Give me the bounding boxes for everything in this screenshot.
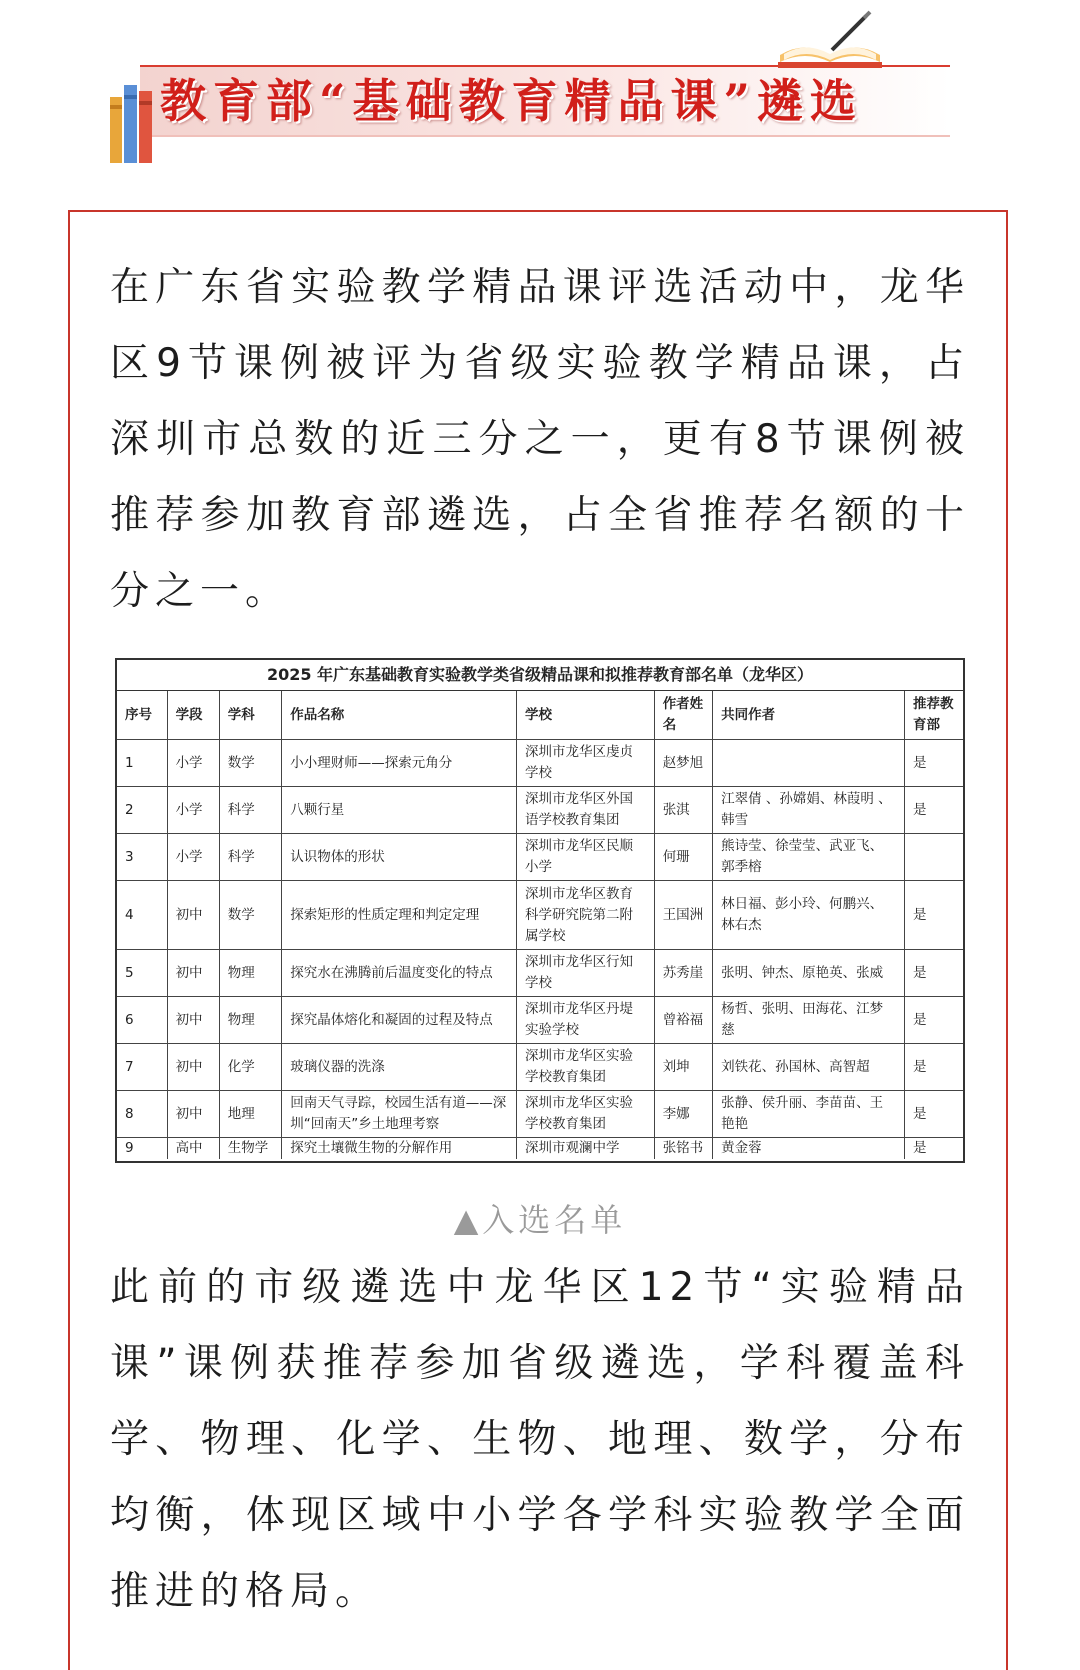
cell-work: 认识物体的形状 <box>282 834 517 881</box>
cell-coauthors: 张明、钟杰、原艳英、张威 <box>713 950 905 997</box>
cell-recommend: 是 <box>905 787 963 834</box>
col-header-stage: 学段 <box>167 691 219 740</box>
cell-stage: 初中 <box>167 950 219 997</box>
cell-recommend: 是 <box>905 881 963 950</box>
cell-work: 探究水在沸腾前后温度变化的特点 <box>282 950 517 997</box>
col-header-author: 作者姓名 <box>654 691 712 740</box>
cell-author: 刘坤 <box>654 1044 712 1091</box>
cell-seq: 1 <box>117 740 167 787</box>
cell-school: 深圳市龙华区民顺小学 <box>517 834 655 881</box>
cell-seq: 2 <box>117 787 167 834</box>
cell-work: 玻璃仪器的洗涤 <box>282 1044 517 1091</box>
cell-coauthors: 黄金蓉 <box>713 1138 905 1160</box>
cell-seq: 6 <box>117 997 167 1044</box>
cell-school: 深圳市龙华区实验学校教育集团 <box>517 1044 655 1091</box>
cell-seq: 5 <box>117 950 167 997</box>
cell-coauthors: 江翠倩 、孙嫦娟、林葭明 、韩雪 <box>713 787 905 834</box>
cell-subject: 物理 <box>219 997 282 1044</box>
cell-work: 探究晶体熔化和凝固的过程及特点 <box>282 997 517 1044</box>
cell-stage: 初中 <box>167 1091 219 1138</box>
cell-stage: 初中 <box>167 1044 219 1091</box>
cell-coauthors: 杨哲、张明、田海花、江梦慈 <box>713 997 905 1044</box>
cell-seq: 7 <box>117 1044 167 1091</box>
cell-coauthors: 熊诗莹、徐莹莹、武亚飞、郭季榕 <box>713 834 905 881</box>
cell-subject: 物理 <box>219 950 282 997</box>
cell-author: 曾裕福 <box>654 997 712 1044</box>
cell-seq: 8 <box>117 1091 167 1138</box>
cell-recommend: 是 <box>905 1044 963 1091</box>
followup-paragraph: 此前的市级遴选中龙华区12节“实验精品课”课例获推荐参加省级遴选，学科覆盖科学、物理、化学、生物、地理、数学，分布均衡，体现区域中小学各学科实验教学全面推进的格局。 <box>110 1265 970 1614</box>
table-row <box>117 1044 963 1091</box>
cell-seq: 9 <box>117 1138 167 1160</box>
image-caption: ▲入选名单 <box>453 1201 627 1239</box>
cell-subject: 生物学 <box>219 1138 282 1160</box>
cell-author: 苏秀崖 <box>654 950 712 997</box>
table-row <box>117 1138 963 1160</box>
cell-work: 小小理财师——探索元角分 <box>282 740 517 787</box>
cell-stage: 初中 <box>167 881 219 950</box>
cell-subject: 科学 <box>219 787 282 834</box>
intro-paragraph: 在广东省实验教学精品课评选活动中，龙华区9节课例被评为省级实验教学精品课，占深圳市总数的近三分之一，更有8节课例被推荐参加教育部遴选，占全省推荐名额的十分之一。 <box>110 265 970 614</box>
cell-subject: 地理 <box>219 1091 282 1138</box>
cell-work: 回南天气寻踪，校园生活有道——深圳“回南天”乡土地理考察 <box>282 1091 517 1138</box>
cell-author: 张铭书 <box>654 1138 712 1160</box>
col-header-recommend: 推荐教育部 <box>905 691 963 740</box>
col-header-seq: 序号 <box>117 691 167 740</box>
award-list-table <box>115 658 965 1163</box>
cell-author: 何珊 <box>654 834 712 881</box>
cell-coauthors: 张静、侯升丽、李苗苗、王艳艳 <box>713 1091 905 1138</box>
cell-recommend: 是 <box>905 997 963 1044</box>
cell-subject: 数学 <box>219 881 282 950</box>
table-row <box>117 787 963 834</box>
cell-author: 王国洲 <box>654 881 712 950</box>
cell-school: 深圳市龙华区丹堤实验学校 <box>517 997 655 1044</box>
cell-author: 赵梦旭 <box>654 740 712 787</box>
cell-stage: 小学 <box>167 787 219 834</box>
cell-school: 深圳市龙华区教育科学研究院第二附属学校 <box>517 881 655 950</box>
table-row <box>117 1091 963 1138</box>
cell-subject: 科学 <box>219 834 282 881</box>
cell-stage: 小学 <box>167 834 219 881</box>
cell-school: 深圳市龙华区外国语学校教育集团 <box>517 787 655 834</box>
cell-work: 探究土壤微生物的分解作用 <box>282 1138 517 1160</box>
cell-school: 深圳市龙华区行知学校 <box>517 950 655 997</box>
col-header-school: 学校 <box>517 691 655 740</box>
cell-stage: 初中 <box>167 997 219 1044</box>
table-row <box>117 950 963 997</box>
table-title: 2025 年广东基础教育实验教学类省级精品课和拟推荐教育部名单（龙华区） <box>117 660 963 691</box>
cell-recommend: 是 <box>905 1091 963 1138</box>
cell-subject: 数学 <box>219 740 282 787</box>
books-icon <box>110 85 154 165</box>
cell-school: 深圳市龙华区虔贞学校 <box>517 740 655 787</box>
table-row <box>117 997 963 1044</box>
header-banner <box>110 10 960 160</box>
cell-work: 探索矩形的性质定理和判定定理 <box>282 881 517 950</box>
cell-author: 李娜 <box>654 1091 712 1138</box>
cell-seq: 3 <box>117 834 167 881</box>
cell-recommend <box>905 834 963 881</box>
col-header-subject: 学科 <box>219 691 282 740</box>
cell-coauthors: 林日福、彭小玲、何鹏兴、林右杰 <box>713 881 905 950</box>
cell-author: 张淇 <box>654 787 712 834</box>
cell-school: 深圳市龙华区实验学校教育集团 <box>517 1091 655 1138</box>
col-header-work: 作品名称 <box>282 691 517 740</box>
banner-title: 教育部“基础教育精品课”遴选 <box>160 74 863 128</box>
table-row <box>117 834 963 881</box>
cell-recommend: 是 <box>905 1138 963 1160</box>
open-book-pen-icon <box>770 10 890 70</box>
table-header-row <box>117 691 963 740</box>
cell-recommend: 是 <box>905 740 963 787</box>
cell-subject: 化学 <box>219 1044 282 1091</box>
table-row <box>117 881 963 950</box>
results-table <box>117 691 963 1159</box>
cell-coauthors: 刘铁花、孙国林、高智超 <box>713 1044 905 1091</box>
cell-stage: 高中 <box>167 1138 219 1160</box>
cell-seq: 4 <box>117 881 167 950</box>
cell-recommend: 是 <box>905 950 963 997</box>
cell-stage: 小学 <box>167 740 219 787</box>
col-header-coauthors: 共同作者 <box>713 691 905 740</box>
cell-coauthors <box>713 740 905 787</box>
table-row <box>117 740 963 787</box>
cell-school: 深圳市观澜中学 <box>517 1138 655 1160</box>
cell-work: 八颗行星 <box>282 787 517 834</box>
